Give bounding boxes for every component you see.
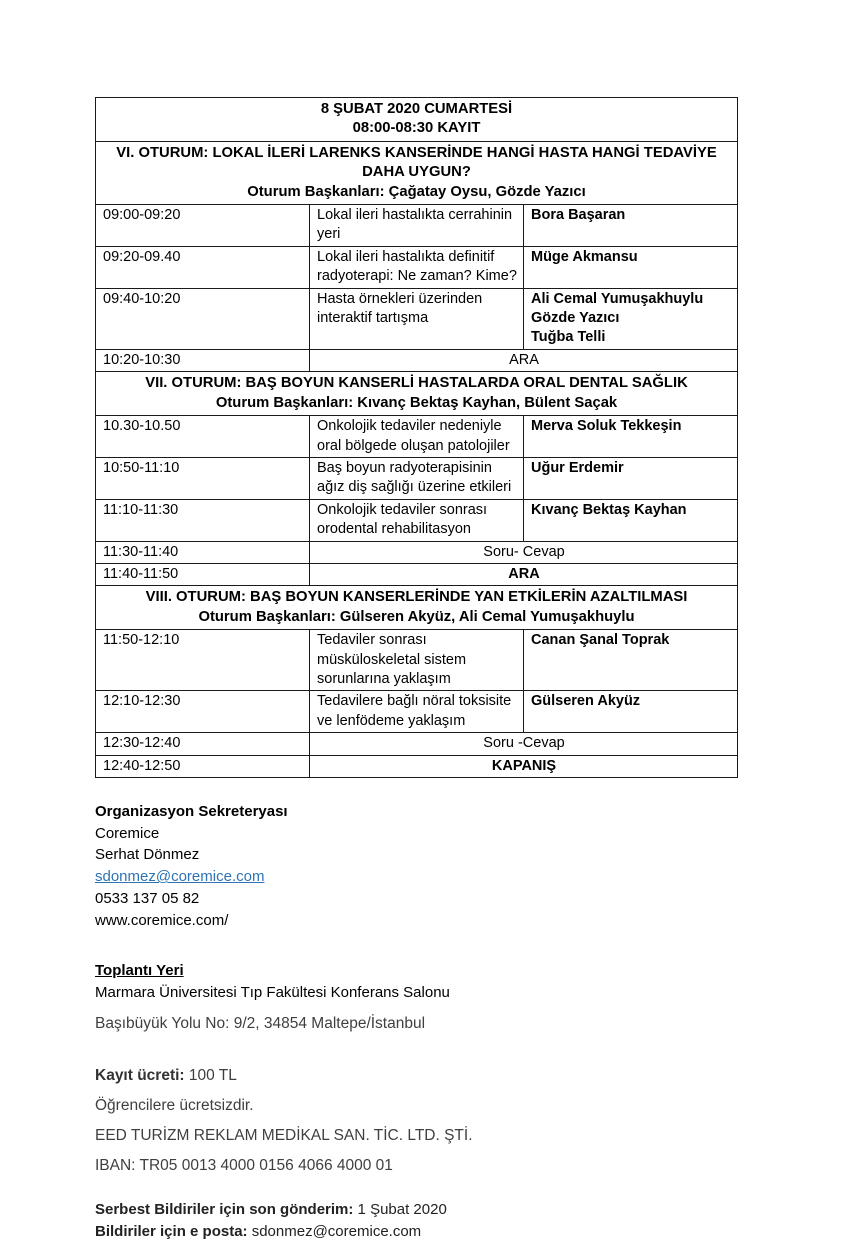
session-chairs: Oturum Başkanları: Gülseren Akyüz, Ali Cemal Yumuşakhuylu (198, 608, 635, 625)
document-page (95, 97, 738, 1242)
table-row (96, 246, 738, 288)
registration-section (95, 1061, 738, 1181)
talk-topic: Lokal ileri hastalıkta definitif radyoterapi: Ne zaman? Kime? (310, 246, 524, 288)
submissions-section (95, 1199, 738, 1242)
speaker-name: Kıvanç Bektaş Kayhan (531, 501, 687, 518)
speaker-name: Uğur Erdemir (531, 459, 624, 476)
talk-topic: Lokal ileri hastalıkta cerrahinin yeri (310, 205, 524, 247)
speaker-name: Merva Soluk Tekkeşin (531, 418, 682, 435)
registration-fee-value: 100 TL (184, 1067, 237, 1085)
table-row (96, 372, 738, 416)
talk-speaker (524, 630, 738, 691)
table-row (96, 205, 738, 247)
session-header-cell (96, 141, 738, 204)
session-title: VI. OTURUM: LOKAL İLERİ LARENKS KANSERİNDE HANGİ HASTA HANGİ TEDAVİYE DAHA UYGUN? (116, 144, 717, 181)
talk-time: 10.30-10.50 (96, 416, 310, 458)
registration-fee (95, 1061, 738, 1091)
registration-fee-label: Kayıt ücreti: (95, 1067, 185, 1085)
table-row (96, 563, 738, 585)
submission-deadline (95, 1199, 738, 1221)
talk-time: 12:10-12:30 (96, 691, 310, 733)
table-row (96, 288, 738, 349)
speaker-name: Müge Akmansu (531, 248, 638, 265)
session-header-cell (96, 372, 738, 416)
break-time: 10:20-10:30 (96, 349, 310, 371)
talk-speaker (524, 691, 738, 733)
table-row (96, 630, 738, 691)
table-row (96, 586, 738, 630)
organization-website: www.coremice.com/ (95, 911, 229, 929)
venue-address: Başıbüyük Yolu No: 9/2, 34854 Maltepe/İstanbul (95, 1014, 426, 1032)
submission-email-label: Bildiriler için e posta: (95, 1222, 248, 1240)
table-row (96, 499, 738, 541)
table-row (96, 755, 738, 777)
day-header-cell (96, 98, 738, 142)
break-time: 12:30-12:40 (96, 733, 310, 755)
program-table (95, 97, 738, 778)
break-label: Soru- Cevap (310, 541, 738, 563)
session-title: VII. OTURUM: BAŞ BOYUN KANSERLİ HASTALARDA ORAL DENTAL SAĞLIK (145, 375, 688, 392)
organization-section (95, 801, 738, 931)
organization-phone: 0533 137 05 82 (95, 889, 200, 907)
table-row (96, 349, 738, 371)
talk-topic: Tedavilere bağlı nöral toksisite ve lenfödeme yaklaşım (310, 691, 524, 733)
break-time: 12:40-12:50 (96, 755, 310, 777)
session-title: VIII. OTURUM: BAŞ BOYUN KANSERLERİNDE YAN ETKİLERİN AZALTILMASI (145, 589, 688, 606)
table-row (96, 541, 738, 563)
talk-topic: Tedaviler sonrası müsküloskeletal sistem sorunlarına yaklaşım (310, 630, 524, 691)
break-label: ARA (310, 563, 738, 585)
venue-heading: Toplantı Yeri (95, 962, 184, 980)
organization-contact-name: Serhat Dönmez (95, 846, 200, 864)
submission-email (95, 1221, 738, 1242)
registration-iban: IBAN: TR05 0013 4000 0156 4066 4000 01 (95, 1157, 393, 1175)
talk-speaker (524, 246, 738, 288)
talk-time: 11:10-11:30 (96, 499, 310, 541)
submission-email-value: sdonmez@coremice.com (247, 1222, 422, 1240)
venue-name: Marmara Üniversitesi Tıp Fakültesi Konferans Salonu (95, 983, 450, 1001)
talk-time: 09:40-10:20 (96, 288, 310, 349)
organization-company: Coremice (95, 824, 160, 842)
talk-speaker (524, 205, 738, 247)
table-row (96, 98, 738, 142)
break-label: KAPANIŞ (310, 755, 738, 777)
session-chairs: Oturum Başkanları: Çağatay Oysu, Gözde Yazıcı (247, 183, 586, 200)
speaker-name: Canan Şanal Toprak (531, 632, 670, 649)
talk-time: 10:50-11:10 (96, 457, 310, 499)
talk-time: 11:50-12:10 (96, 630, 310, 691)
submission-deadline-value: 1 Şubat 2020 (353, 1201, 447, 1219)
registration-company: EED TURİZM REKLAM MEDİKAL SAN. TİC. LTD. ŞTİ. (95, 1127, 473, 1145)
speaker-name: Tuğba Telli (531, 329, 606, 346)
speaker-name: Gözde Yazıcı (531, 310, 620, 327)
table-row (96, 416, 738, 458)
talk-speaker (524, 457, 738, 499)
table-row (96, 733, 738, 755)
talk-topic: Onkolojik tedaviler sonrası orodental rehabilitasyon (310, 499, 524, 541)
session-header-cell (96, 586, 738, 630)
break-label: Soru -Cevap (310, 733, 738, 755)
table-row (96, 457, 738, 499)
talk-topic: Hasta örnekleri üzerinden interaktif tartışma (310, 288, 524, 349)
break-label: ARA (310, 349, 738, 371)
speaker-name: Gülseren Akyüz (531, 693, 641, 710)
table-row (96, 141, 738, 204)
break-time: 11:30-11:40 (96, 541, 310, 563)
talk-time: 09:00-09:20 (96, 205, 310, 247)
table-row (96, 691, 738, 733)
talk-time: 09:20-09.40 (96, 246, 310, 288)
registration-students-note: Öğrencilere ücretsizdir. (95, 1097, 254, 1115)
organization-heading: Organizasyon Sekreteryası (95, 803, 288, 820)
day-title: 8 ŞUBAT 2020 CUMARTESİ (320, 101, 513, 117)
submission-deadline-label: Serbest Bildiriler için son gönderim: (95, 1201, 354, 1219)
speaker-name: Bora Başaran (531, 207, 626, 224)
speaker-name: Ali Cemal Yumuşakhuylu (531, 290, 704, 307)
registration-time: 08:00-08:30 KAYIT (352, 120, 481, 137)
break-time: 11:40-11:50 (96, 563, 310, 585)
talk-topic: Baş boyun radyoterapisinin ağız diş sağlığı üzerine etkileri (310, 457, 524, 499)
talk-speaker (524, 499, 738, 541)
talk-topic: Onkolojik tedaviler nedeniyle oral bölgede oluşan patolojiler (310, 416, 524, 458)
session-chairs: Oturum Başkanları: Kıvanç Bektaş Kayhan, Bülent Saçak (215, 394, 618, 411)
venue-section (95, 960, 738, 1034)
organization-email-link[interactable]: sdonmez@coremice.com (95, 868, 265, 886)
talk-speaker (524, 416, 738, 458)
talk-speaker (524, 288, 738, 349)
